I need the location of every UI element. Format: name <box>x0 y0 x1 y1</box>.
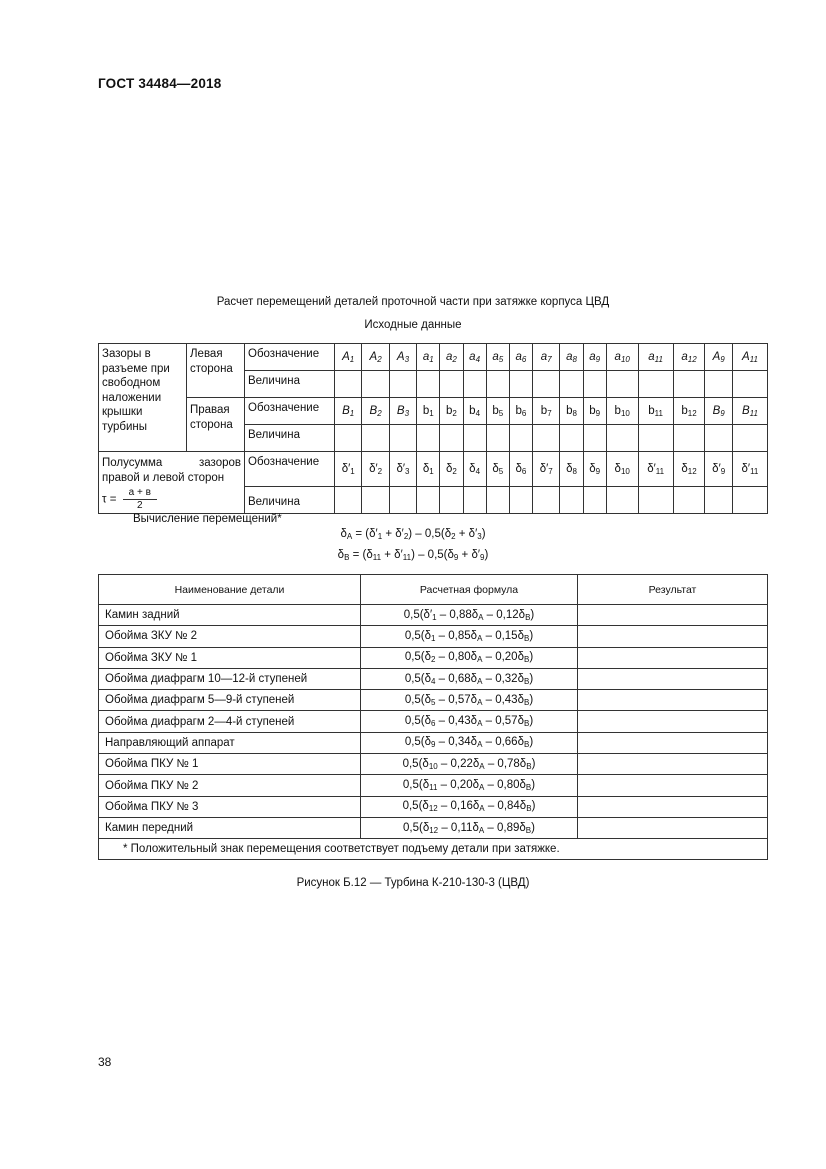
formula-delta-a: $\delta_A = (\delta'_1 + \delta'_2) - 0,5(\delta_2 + \delta'_3)$ <box>340 528 486 541</box>
value-label: Величина <box>245 371 335 398</box>
value-label: Величина <box>245 487 335 514</box>
symbol-cell: $A_{11}$ <box>732 344 767 371</box>
symbol-cell: $a_5$ <box>486 344 509 371</box>
value-cell <box>417 425 440 452</box>
symbol-cell: $a_{12}$ <box>673 344 705 371</box>
value-cell <box>606 371 638 398</box>
symbol-cell: $B_3$ <box>389 398 416 425</box>
value-label: Величина <box>245 425 335 452</box>
page-number: 38 <box>98 1055 112 1069</box>
symbol-cell: $b_9$ <box>583 398 606 425</box>
value-cell <box>389 371 416 398</box>
result-cell <box>578 605 768 626</box>
table-row <box>99 647 768 668</box>
col-header-formula: Расчетная формула <box>361 575 578 605</box>
symbol-cell: $a_6$ <box>509 344 532 371</box>
value-cell <box>440 487 463 514</box>
value-cell <box>560 371 583 398</box>
symbol-cell: $\delta'_2$ <box>362 452 389 487</box>
part-name-cell: Обойма диафрагм 2—4-й ступеней <box>99 711 361 732</box>
value-cell <box>335 487 362 514</box>
table-row <box>99 754 768 775</box>
symbol-cell: $b_1$ <box>417 398 440 425</box>
formula-cell: $0,5(\delta_4 - 0,68\delta_A - 0,32\delta_B)$ <box>361 668 578 689</box>
symbol-cell: $A_1$ <box>335 344 362 371</box>
formula-cell: $0,5(\delta_2 - 0,80\delta_A - 0,20\delta_B)$ <box>361 647 578 668</box>
symbol-cell: $b_{10}$ <box>606 398 638 425</box>
table-subcaption: Исходные данные <box>364 319 462 331</box>
symbol-cell: $\delta_6$ <box>509 452 532 487</box>
symbol-cell: $\delta'_{11}$ <box>638 452 673 487</box>
table-row <box>99 668 768 689</box>
gaps-word: зазоров <box>199 457 241 469</box>
table-row <box>99 817 768 838</box>
value-cell <box>673 487 705 514</box>
symbol-cell: $b_6$ <box>509 398 532 425</box>
symbol-cell: $a_{10}$ <box>606 344 638 371</box>
value-cell <box>533 425 560 452</box>
value-cell <box>638 425 673 452</box>
part-name-cell: Обойма ПКУ № 3 <box>99 796 361 817</box>
symbol-cell: $b_7$ <box>533 398 560 425</box>
result-cell <box>578 647 768 668</box>
symbol-cell: $a_8$ <box>560 344 583 371</box>
result-cell <box>578 626 768 647</box>
value-cell <box>583 371 606 398</box>
footnote: * Положительный знак перемещения соответствует подъему детали при затяжке. <box>99 839 768 860</box>
value-cell <box>705 487 732 514</box>
footnote-row <box>99 839 768 860</box>
formula-cell: $0,5(\delta_{11} - 0,20\delta_A - 0,80\delta_B)$ <box>361 775 578 796</box>
value-cell <box>732 371 767 398</box>
symbol-cell: $\delta_{12}$ <box>673 452 705 487</box>
col-header-result: Результат <box>578 575 768 605</box>
table-row <box>99 711 768 732</box>
table-row <box>99 796 768 817</box>
part-name-cell: Обойма ПКУ № 1 <box>99 754 361 775</box>
tau-fraction <box>123 487 157 512</box>
symbol-cell: $\delta'_3$ <box>389 452 416 487</box>
part-name-cell: Обойма ЗКУ № 1 <box>99 647 361 668</box>
fraction-denominator: 2 <box>137 500 143 511</box>
value-cell <box>440 425 463 452</box>
formula-delta-b: $\delta_B = (\delta_{11} + \delta'_{11}) - 0,5(\delta_9 + \delta'_9)$ <box>337 549 489 562</box>
symbol-cell: $a_1$ <box>417 344 440 371</box>
formula-cell: $0,5(\delta_6 - 0,43\delta_A - 0,57\delta_B)$ <box>361 711 578 732</box>
gaps-label: Зазоры в разъеме при свободном наложении крышки турбины <box>99 344 187 452</box>
sides-text: правой и левой сторон <box>102 471 225 484</box>
formula-cell: $0,5(\delta'_1 - 0,88\delta_A - 0,12\delta_B)$ <box>361 605 578 626</box>
value-cell <box>533 371 560 398</box>
symbol-cell: $a_2$ <box>440 344 463 371</box>
value-cell <box>335 425 362 452</box>
table-row <box>99 732 768 753</box>
formula-cell: $0,5(\delta_9 - 0,34\delta_A - 0,66\delta_B)$ <box>361 732 578 753</box>
symbol-cell: $a_9$ <box>583 344 606 371</box>
value-cell <box>560 487 583 514</box>
designation-label: Обозначение <box>245 344 335 371</box>
value-cell <box>583 425 606 452</box>
table-row <box>99 626 768 647</box>
table-row <box>99 605 768 626</box>
symbol-cell: $b_8$ <box>560 398 583 425</box>
value-cell <box>463 487 486 514</box>
result-cell <box>578 732 768 753</box>
semisum-word: Полусумма <box>102 457 163 469</box>
designation-label: Обозначение <box>245 452 335 487</box>
symbol-cell: $\delta_9$ <box>583 452 606 487</box>
result-cell <box>578 754 768 775</box>
results-table <box>98 574 768 860</box>
value-cell <box>705 371 732 398</box>
right-side-label: Правая сторона <box>187 398 245 452</box>
value-cell <box>389 487 416 514</box>
part-name-cell: Камин задний <box>99 605 361 626</box>
value-cell <box>463 425 486 452</box>
table-row <box>99 775 768 796</box>
value-cell <box>486 425 509 452</box>
value-cell <box>673 371 705 398</box>
value-cell <box>705 425 732 452</box>
results-header-row <box>99 575 768 605</box>
table-caption: Расчет перемещений деталей проточной части при затяжке корпуса ЦВД <box>216 296 610 308</box>
symbol-cell: $B_{11}$ <box>732 398 767 425</box>
symbol-cell: $b_2$ <box>440 398 463 425</box>
value-cell <box>335 371 362 398</box>
symbol-cell: $\delta_2$ <box>440 452 463 487</box>
value-cell <box>440 371 463 398</box>
value-cell <box>362 371 389 398</box>
value-cell <box>673 425 705 452</box>
result-cell <box>578 668 768 689</box>
value-cell <box>583 487 606 514</box>
symbol-cell: $a_{11}$ <box>638 344 673 371</box>
symbol-cell: $\delta'_7$ <box>533 452 560 487</box>
value-cell <box>463 371 486 398</box>
document-header: ГОСТ 34484—2018 <box>98 76 222 91</box>
part-name-cell: Обойма ЗКУ № 2 <box>99 626 361 647</box>
formula-cell: $0,5(\delta_{10} - 0,22\delta_A - 0,78\delta_B)$ <box>361 754 578 775</box>
symbol-cell: $b_{11}$ <box>638 398 673 425</box>
fraction-numerator: a + в <box>123 487 157 500</box>
symbol-cell: $b_4$ <box>463 398 486 425</box>
symbol-cell: $a_7$ <box>533 344 560 371</box>
result-cell <box>578 690 768 711</box>
delta-designation-row <box>99 452 768 487</box>
symbol-cell: $\delta_5$ <box>486 452 509 487</box>
result-cell <box>578 775 768 796</box>
left-side-label: Левая сторона <box>187 344 245 398</box>
symbol-cell: $\delta_1$ <box>417 452 440 487</box>
value-cell <box>560 425 583 452</box>
value-cell <box>533 487 560 514</box>
value-cell <box>509 487 532 514</box>
symbol-cell: $A_2$ <box>362 344 389 371</box>
formula-cell: $0,5(\delta_5 - 0,57\delta_A - 0,43\delta_B)$ <box>361 690 578 711</box>
symbol-cell: $A_3$ <box>389 344 416 371</box>
result-cell <box>578 711 768 732</box>
value-cell <box>417 487 440 514</box>
value-cell <box>389 425 416 452</box>
value-cell <box>486 371 509 398</box>
value-cell <box>732 487 767 514</box>
symbol-cell: $\delta_8$ <box>560 452 583 487</box>
symbol-cell: $B_9$ <box>705 398 732 425</box>
col-header-part-name: Наименование детали <box>99 575 361 605</box>
symbol-cell: $b_5$ <box>486 398 509 425</box>
formula-cell: $0,5(\delta_1 - 0,85\delta_A - 0,15\delta_B)$ <box>361 626 578 647</box>
formula-cell: $0,5(\delta_{12} - 0,11\delta_A - 0,89\delta_B)$ <box>361 817 578 838</box>
symbol-cell: $\delta'_9$ <box>705 452 732 487</box>
value-cell <box>362 425 389 452</box>
result-cell <box>578 796 768 817</box>
part-name-cell: Обойма ПКУ № 2 <box>99 775 361 796</box>
value-cell <box>638 487 673 514</box>
symbol-cell: $\delta_4$ <box>463 452 486 487</box>
part-name-cell: Обойма диафрагм 5—9-й ступеней <box>99 690 361 711</box>
value-cell <box>486 487 509 514</box>
symbol-cell: $b_{12}$ <box>673 398 705 425</box>
value-cell <box>732 425 767 452</box>
value-cell <box>509 371 532 398</box>
value-cell <box>362 487 389 514</box>
symbol-cell: $B_2$ <box>362 398 389 425</box>
semisum-label <box>99 452 245 514</box>
table-row <box>99 690 768 711</box>
value-cell <box>638 371 673 398</box>
value-cell <box>606 487 638 514</box>
symbol-cell: $\delta'_1$ <box>335 452 362 487</box>
left-designation-row <box>99 344 768 371</box>
part-name-cell: Камин передний <box>99 817 361 838</box>
value-cell <box>417 371 440 398</box>
symbol-cell: $\delta'_{11}$ <box>732 452 767 487</box>
figure-caption: Рисунок Б.12 — Турбина К-210-130-3 (ЦВД) <box>296 877 530 889</box>
symbol-cell: $A_9$ <box>705 344 732 371</box>
formula-cell: $0,5(\delta_{12} - 0,16\delta_A - 0,84\delta_B)$ <box>361 796 578 817</box>
calc-title: Вычисление перемещений* <box>133 513 282 525</box>
part-name-cell: Направляющий аппарат <box>99 732 361 753</box>
designation-label: Обозначение <box>245 398 335 425</box>
tau-symbol: τ = <box>102 493 117 506</box>
input-data-table <box>98 343 768 514</box>
result-cell <box>578 817 768 838</box>
value-cell <box>606 425 638 452</box>
symbol-cell: $a_4$ <box>463 344 486 371</box>
right-designation-row <box>99 398 768 425</box>
symbol-cell: $B_1$ <box>335 398 362 425</box>
value-cell <box>509 425 532 452</box>
symbol-cell: $\delta_{10}$ <box>606 452 638 487</box>
part-name-cell: Обойма диафрагм 10—12-й ступеней <box>99 668 361 689</box>
